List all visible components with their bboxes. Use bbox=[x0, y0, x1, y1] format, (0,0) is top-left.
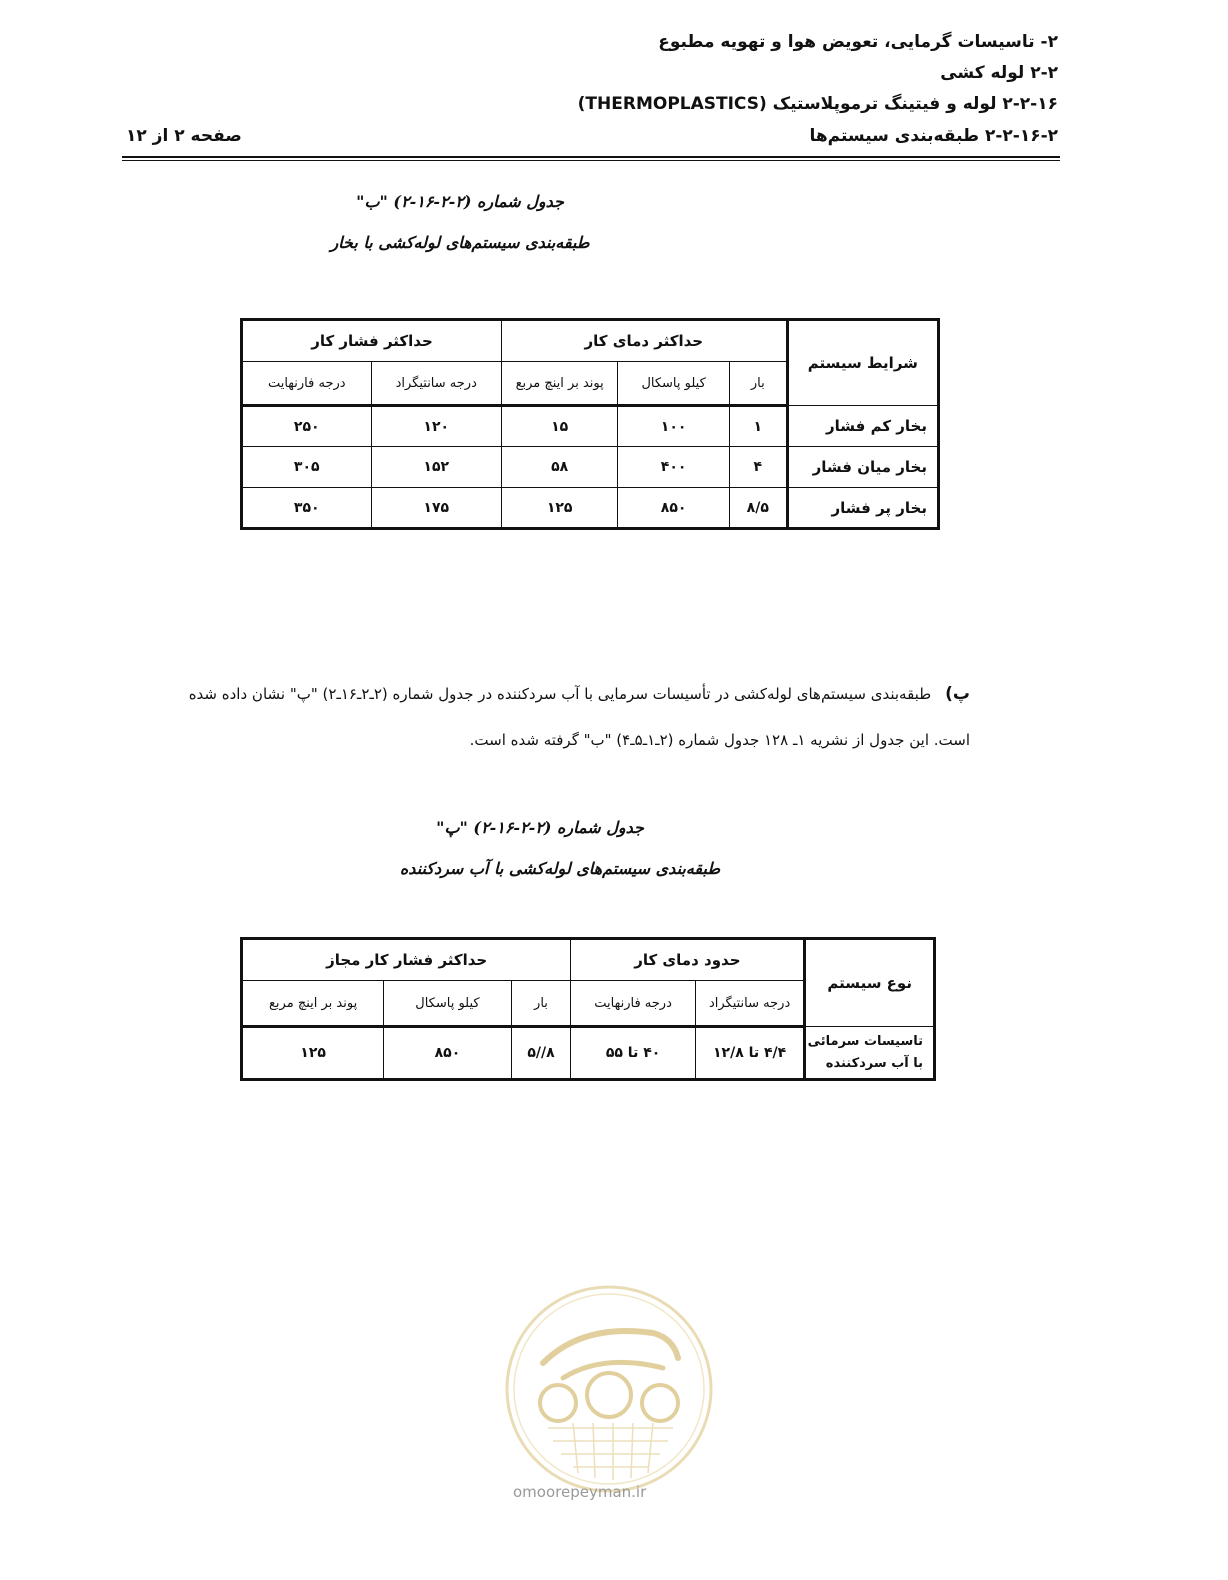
table1-row-label: بخار کم فشار bbox=[787, 406, 938, 447]
chilled-water-piping-table bbox=[240, 937, 936, 1081]
table2-sub-bar: بار bbox=[511, 981, 571, 1027]
table1-sub-celsius: درجه سانتیگراد bbox=[371, 362, 501, 406]
table1-sub-kpa: کیلو پاسکال bbox=[618, 362, 730, 406]
table1-sub-bar: بار bbox=[729, 362, 787, 406]
table1-group-pressure: حداکثر فشار کار bbox=[242, 320, 502, 362]
table1-sub-fahrenheit: درجه فارنهایت bbox=[242, 362, 372, 406]
header-line-1: ۲- تاسیسات گرمایی، تعویض هوا و تهویه مطبوع bbox=[658, 32, 1058, 52]
table1-caption-title: طبقه‌بندی سیستم‌های لوله‌کشی با بخار bbox=[330, 233, 590, 252]
table1-cell-fahrenheit: ۳۰۵ bbox=[242, 447, 372, 488]
table-row bbox=[242, 447, 939, 488]
header-rule-thin bbox=[122, 160, 1060, 161]
table2-group-temperature: حدود دمای کار bbox=[571, 939, 805, 981]
table1-sub-psi: پوند بر اینچ مربع bbox=[501, 362, 617, 406]
table1-cell-kpa: ۸۵۰ bbox=[618, 488, 730, 529]
table1-cell-fahrenheit: ۲۵۰ bbox=[242, 406, 372, 447]
table2-row-label bbox=[805, 1027, 935, 1080]
table2-sub-kpa: کیلو پاسکال bbox=[384, 981, 511, 1027]
table1-caption-number: جدول شماره (۲-۲-۱۶-۲) "ب" bbox=[356, 192, 564, 211]
paragraph-line-1 bbox=[189, 684, 970, 704]
table1-cell-celsius: ۱۵۲ bbox=[371, 447, 501, 488]
header-rule bbox=[122, 156, 1060, 158]
table2-cell-fahrenheit: ۴۰ تا ۵۵ bbox=[571, 1027, 695, 1080]
table1-cell-fahrenheit: ۳۵۰ bbox=[242, 488, 372, 529]
table2-cell-psi: ۱۲۵ bbox=[242, 1027, 384, 1080]
header-line-2: ۲-۲ لوله کشی bbox=[940, 63, 1058, 83]
table1-cell-psi: ۱۲۵ bbox=[501, 488, 617, 529]
paragraph-label: پ) bbox=[945, 684, 970, 704]
table1-row-label: بخار میان فشار bbox=[787, 447, 938, 488]
paragraph-text-1: طبقه‌بندی سیستم‌های لوله‌کشی در تأسیسات سرمایی با آب سردکننده در جدول شماره (۲ـ۲ـ۱۶ـ۲) "پ" نشان داده شده bbox=[188, 685, 932, 703]
table1-cell-kpa: ۱۰۰ bbox=[618, 406, 730, 447]
table2-caption-number: جدول شماره (۲-۲-۱۶-۲) "پ" bbox=[436, 818, 644, 837]
table1-cell-celsius: ۱۲۰ bbox=[371, 406, 501, 447]
table2-row-label-line1: تاسیسات سرمائی bbox=[807, 1033, 923, 1049]
watermark-url: omoorepeyman.ir bbox=[513, 1483, 647, 1501]
table1-group-temperature: حداکثر دمای کار bbox=[501, 320, 787, 362]
table1-cell-bar: ۸/۵ bbox=[729, 488, 787, 529]
table2-caption-title: طبقه‌بندی سیستم‌های لوله‌کشی با آب سردکننده bbox=[399, 859, 721, 878]
table-row bbox=[242, 1027, 935, 1080]
table2-sub-celsius: درجه سانتیگراد bbox=[695, 981, 805, 1027]
table2-row-header: نوع سیستم bbox=[805, 939, 935, 1027]
table1-cell-kpa: ۴۰۰ bbox=[618, 447, 730, 488]
header-line-3: ۲-۲-۱۶ لوله و فیتینگ ترموپلاستیک (THERMOPLASTICS) bbox=[577, 94, 1058, 114]
table1-cell-psi: ۵۸ bbox=[501, 447, 617, 488]
table1-cell-bar: ۴ bbox=[729, 447, 787, 488]
paragraph-line-2: است. این جدول از نشریه ۱ـ ۱۲۸ جدول شماره (۲ـ۱ـ۵ـ۴) "ب" گرفته شده است. bbox=[469, 731, 970, 749]
table2-row-label-line2: با آب سردکننده bbox=[825, 1055, 923, 1071]
table2-cell-kpa: ۸۵۰ bbox=[384, 1027, 511, 1080]
table1-row-header: شرایط سیستم bbox=[787, 320, 938, 406]
page-number: صفحه ۲ از ۱۲ bbox=[126, 126, 242, 146]
table-row bbox=[242, 406, 939, 447]
header-line-4: ۲-۲-۱۶-۲ طبقه‌بندی سیستم‌ها bbox=[809, 126, 1058, 146]
table1-cell-psi: ۱۵ bbox=[501, 406, 617, 447]
table1-cell-celsius: ۱۷۵ bbox=[371, 488, 501, 529]
table2-sub-psi: پوند بر اینچ مربع bbox=[242, 981, 384, 1027]
table2-cell-bar: ۸//۵ bbox=[511, 1027, 571, 1080]
steam-piping-table bbox=[240, 318, 940, 530]
table2-cell-celsius: ۴/۴ تا ۱۲/۸ bbox=[695, 1027, 805, 1080]
table2-group-pressure: حداکثر فشار کار مجاز bbox=[242, 939, 571, 981]
table1-row-label: بخار پر فشار bbox=[787, 488, 938, 529]
table-row bbox=[242, 488, 939, 529]
table2-sub-fahrenheit: درجه فارنهایت bbox=[571, 981, 695, 1027]
table1-cell-bar: ۱ bbox=[729, 406, 787, 447]
watermark-logo bbox=[503, 1283, 716, 1496]
